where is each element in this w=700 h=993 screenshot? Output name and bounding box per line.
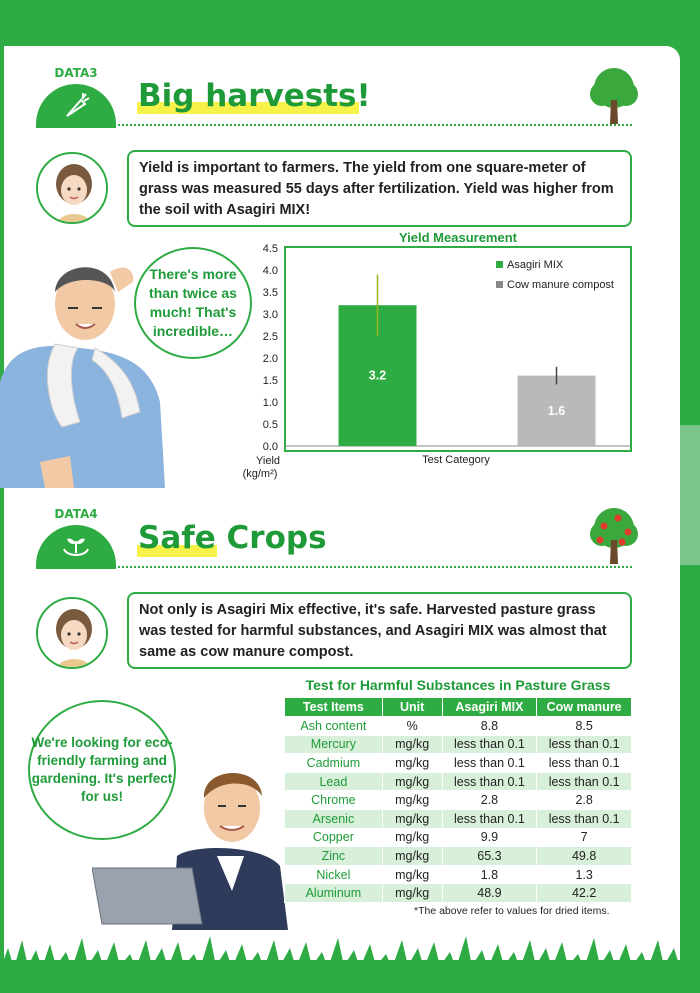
data4-label: DATA4 <box>54 507 98 521</box>
table-header-row <box>285 698 632 717</box>
table-row <box>285 884 632 903</box>
cell: 7 <box>537 828 632 847</box>
yield-chart <box>230 238 640 488</box>
table-row <box>285 865 632 884</box>
cell: less than 0.1 <box>442 772 537 791</box>
farmer-speech-bubble: There's more than twice as much! That's incredible… <box>134 247 252 359</box>
y-axis-label-line1: Yield <box>255 455 281 467</box>
col-header: Unit <box>382 698 442 717</box>
table-row <box>285 717 632 736</box>
grass-border <box>0 930 700 993</box>
section4-title: Safe Crops <box>138 520 327 556</box>
legend-swatch <box>496 261 503 268</box>
y-tick-label: 1.0 <box>262 397 278 409</box>
cell: 42.2 <box>537 884 632 903</box>
businessman-speech-bubble: We're looking for eco-friendly farming and gardening. It's perfect for us! <box>28 700 176 840</box>
top-band <box>0 0 700 46</box>
cell: mg/kg <box>382 828 442 847</box>
table-title: Test for Harmful Substances in Pasture Grass <box>305 677 611 693</box>
table-row <box>285 847 632 866</box>
table-row <box>285 791 632 810</box>
y-tick-label: 3.0 <box>262 309 278 321</box>
cell: 1.3 <box>537 865 632 884</box>
sprout-hands-icon <box>61 531 91 561</box>
col-header: Test Items <box>285 698 383 717</box>
y-axis-label-line2: (kg/m²) <box>242 468 278 480</box>
y-tick-label: 4.5 <box>262 243 278 255</box>
table-footnote: *The above refer to values for dried items. <box>414 905 610 917</box>
harmful-substances-table <box>284 697 632 903</box>
section4-intro: Not only is Asagiri Mix effective, it's safe. Harvested pasture grass was tested for harmful substances, and Asagiri MIX was almost that same as cow manure compost. <box>127 592 632 669</box>
y-tick-label: 2.5 <box>262 331 278 343</box>
y-tick-label: 4.0 <box>262 265 278 277</box>
cell: mg/kg <box>382 791 442 810</box>
data4-badge <box>36 507 116 569</box>
cell: mg/kg <box>382 735 442 754</box>
cell: less than 0.1 <box>442 735 537 754</box>
cell: 2.8 <box>442 791 537 810</box>
table-row <box>285 735 632 754</box>
y-tick-label: 2.0 <box>262 353 278 365</box>
cell: less than 0.1 <box>537 772 632 791</box>
y-tick-label: 3.5 <box>262 287 278 299</box>
table-row <box>285 828 632 847</box>
chart-title: Yield Measurement <box>398 230 517 245</box>
cell: less than 0.1 <box>537 754 632 773</box>
cell: 49.8 <box>537 847 632 866</box>
bar-value-label: 1.6 <box>547 403 566 418</box>
y-tick-label: 0.5 <box>262 419 278 431</box>
data3-label: DATA3 <box>54 66 98 80</box>
bar-value-label: 3.2 <box>368 368 387 383</box>
cell: Chrome <box>285 791 383 810</box>
table-row <box>285 754 632 773</box>
cell: Ash content <box>285 717 383 736</box>
cell: mg/kg <box>382 865 442 884</box>
cell: mg/kg <box>382 754 442 773</box>
cell: 8.8 <box>442 717 537 736</box>
col-header: Asagiri MIX <box>442 698 537 717</box>
cell: 48.9 <box>442 884 537 903</box>
cell: less than 0.1 <box>442 809 537 828</box>
data3-badge <box>36 66 116 128</box>
cell: Cadmium <box>285 754 383 773</box>
cell: Zinc <box>285 847 383 866</box>
table-row <box>285 772 632 791</box>
cell: Arsenic <box>285 809 383 828</box>
cell: Copper <box>285 828 383 847</box>
cell: 65.3 <box>442 847 537 866</box>
section3-title: Big harvests! <box>138 78 371 114</box>
carrot-icon <box>61 90 91 120</box>
cell: 8.5 <box>537 717 632 736</box>
cell: Aluminum <box>285 884 383 903</box>
y-tick-label: 1.5 <box>262 375 278 387</box>
apple-tree-icon <box>588 504 640 566</box>
y-tick-label: 0.0 <box>262 441 278 453</box>
table-row <box>285 809 632 828</box>
cell: mg/kg <box>382 809 442 828</box>
x-axis-label: Test Category <box>422 454 490 466</box>
cell: less than 0.1 <box>537 735 632 754</box>
legend-label: Asagiri MIX <box>507 259 564 271</box>
cell: mg/kg <box>382 884 442 903</box>
side-tab <box>680 425 700 565</box>
businessman-illustration <box>92 756 292 930</box>
legend-swatch <box>496 281 503 288</box>
woman-avatar-2 <box>36 597 108 669</box>
legend-label: Cow manure compost <box>507 279 614 291</box>
cell: 1.8 <box>442 865 537 884</box>
cell: Nickel <box>285 865 383 884</box>
cell: less than 0.1 <box>537 809 632 828</box>
tree-icon <box>588 64 640 126</box>
cell: mg/kg <box>382 847 442 866</box>
cell: 2.8 <box>537 791 632 810</box>
cell: % <box>382 717 442 736</box>
cell: less than 0.1 <box>442 754 537 773</box>
cell: mg/kg <box>382 772 442 791</box>
cell: Mercury <box>285 735 383 754</box>
section3-intro: Yield is important to farmers. The yield from one square-meter of grass was measured 55 days after fertilization. Yield was higher from the soil with Asagiri MIX! <box>127 150 632 227</box>
cell: 9.9 <box>442 828 537 847</box>
woman-avatar <box>36 152 108 224</box>
cell: Lead <box>285 772 383 791</box>
col-header: Cow manure <box>537 698 632 717</box>
